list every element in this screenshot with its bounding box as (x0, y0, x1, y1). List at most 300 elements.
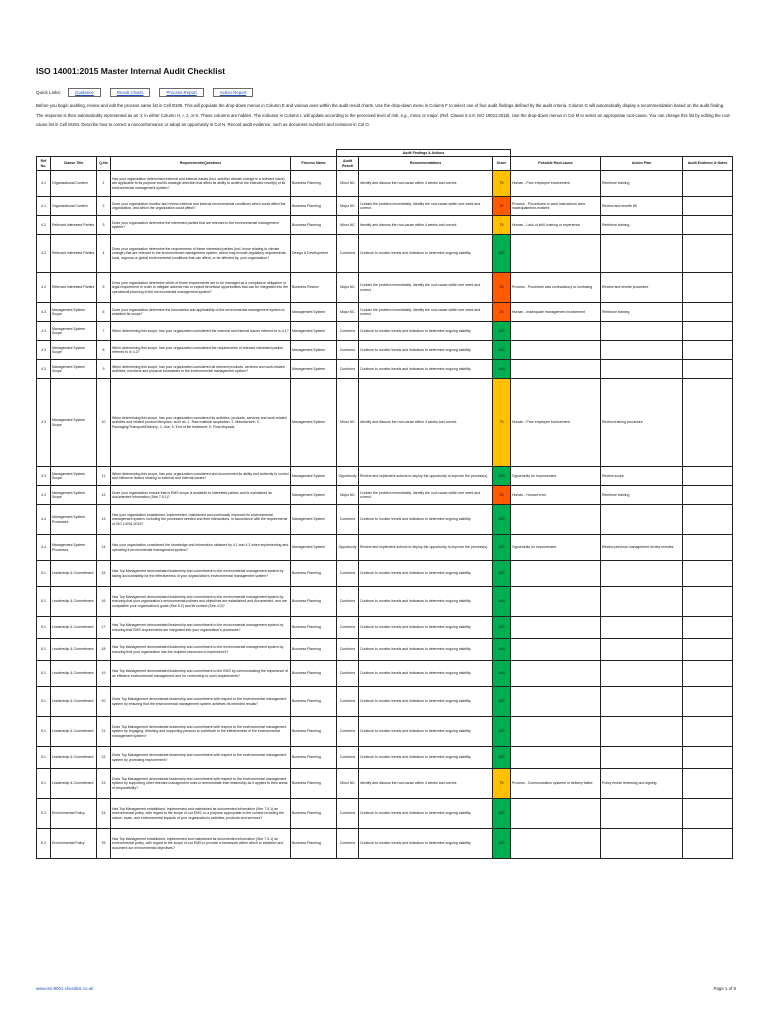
score-indicator: 100 (493, 467, 511, 486)
recommendation-cell: Continue to monitor trends and indicators to determine ongoing stability. (359, 717, 493, 747)
ref-no-cell: 5.2 (37, 799, 51, 829)
requirement-question-cell: Has your organization considered the knowledge and information obtained by 4.1 and 4.2 when implementing and operating it environmental management system? (111, 535, 291, 561)
requirement-question-cell: Has Top Management established, implemented and maintained as documented information (See 7.5.1) an environmental policy, with regard to the scope of our EMS, to a purpose appropriate to the context including the nature, scale, and environmental impacts of your organization's activities, products and services? (111, 799, 291, 829)
evidence-notes-cell[interactable] (683, 561, 733, 587)
requirement-question-cell: Has Top Management demonstrated leadership and commitment to the environmental management system by taking accountability for the effectiveness of your organization's environmental management system? (111, 561, 291, 587)
question-number-cell: 5 (97, 273, 111, 303)
root-cause-dropdown[interactable] (511, 617, 601, 639)
score-indicator: 100 (493, 561, 511, 587)
table-row (37, 486, 733, 505)
table-row (37, 617, 733, 639)
table-row (37, 717, 733, 747)
clause-title-cell: Relevant Interested Parties (51, 235, 97, 273)
score-indicator: 100 (493, 322, 511, 341)
table-row (37, 303, 733, 322)
action-plan-cell[interactable]: Review previous management review minutes (601, 535, 683, 561)
header-clause-title: Clause Title (51, 157, 97, 171)
score-indicator: 100 (493, 747, 511, 769)
table-row (37, 467, 733, 486)
root-cause-dropdown[interactable] (511, 661, 601, 687)
clause-title-cell: Management System Processes (51, 505, 97, 535)
root-cause-dropdown[interactable]: Process - Procedures or work instructions were inadequate/non-existent (511, 197, 601, 216)
question-number-cell: 8 (97, 341, 111, 360)
clause-title-cell: Relevant Interested Parties (51, 216, 97, 235)
ref-no-cell: 4.3 (37, 303, 51, 322)
table-row (37, 235, 733, 273)
action-plan-cell[interactable] (601, 322, 683, 341)
process-name-dropdown[interactable]: Management System (291, 535, 337, 561)
root-cause-dropdown[interactable] (511, 799, 601, 829)
question-number-cell: 10 (97, 379, 111, 467)
root-cause-dropdown[interactable]: Human - Poor employee involvement (511, 171, 601, 197)
root-cause-dropdown[interactable] (511, 587, 601, 617)
clause-title-cell: Management System Scope (51, 467, 97, 486)
audit-result-dropdown[interactable]: Conforms (337, 661, 359, 687)
audit-result-dropdown[interactable]: Conforms (337, 505, 359, 535)
question-number-cell: 9 (97, 360, 111, 379)
clause-title-cell: Organizational Context (51, 197, 97, 216)
ref-no-cell: 5.1 (37, 587, 51, 617)
recommendation-cell: Continue to monitor trends and indicators to determine ongoing stability. (359, 747, 493, 769)
process-name-dropdown[interactable]: Management System (291, 486, 337, 505)
process-name-dropdown[interactable]: Business Planning (291, 687, 337, 717)
evidence-notes-cell[interactable] (683, 687, 733, 717)
question-number-cell: 1 (97, 171, 111, 197)
ref-no-cell: 5.1 (37, 687, 51, 717)
score-indicator: 100 (493, 535, 511, 561)
requirement-question-cell: Does Top Management demonstrate leadership and commitment with respect to the environmental management system by supporting other relevant management roles to demonstrate their leadership as it applies to their areas of responsibility? (111, 769, 291, 799)
ref-no-cell: 4.4 (37, 505, 51, 535)
process-name-dropdown[interactable]: Business Planning (291, 197, 337, 216)
header-score: Score (493, 157, 511, 171)
requirement-question-cell: Has Top Management demonstrated leadership and commitment to the EMS by communicating the importance of an effective environmental management and for conforming to such requirements? (111, 661, 291, 687)
root-cause-dropdown[interactable] (511, 639, 601, 661)
ref-no-cell: 5.1 (37, 717, 51, 747)
recommendation-cell: Contain the problem immediately. Identify the root-cause within one week and correct. (359, 486, 493, 505)
evidence-notes-cell[interactable] (683, 587, 733, 617)
quick-links-label: Quick Links: (36, 90, 62, 95)
evidence-notes-cell[interactable] (683, 235, 733, 273)
question-number-cell: 23 (97, 769, 111, 799)
audit-result-dropdown[interactable]: Conforms (337, 799, 359, 829)
clause-title-cell: Leadership & Commitment (51, 769, 97, 799)
audit-result-dropdown[interactable]: Minor NC (337, 171, 359, 197)
process-name-dropdown[interactable]: Business Planning (291, 799, 337, 829)
process-name-dropdown[interactable]: Business Planning (291, 216, 337, 235)
action-plan-cell[interactable] (601, 747, 683, 769)
clause-title-cell: Relevant Interested Parties (51, 273, 97, 303)
score-indicator: 100 (493, 505, 511, 535)
clause-title-cell: Leadership & Commitment (51, 717, 97, 747)
evidence-notes-cell[interactable] (683, 799, 733, 829)
requirement-question-cell: Has Top Management demonstrated leadership and commitment to the environmental management system by ensuring that your organization's environmental policies and objectives are established and documented, and are compatible your organization's goals (See 6.2) and its context (See 4.0)? (111, 587, 291, 617)
table-row (37, 829, 733, 859)
score-indicator: 100 (493, 799, 511, 829)
audit-result-dropdown[interactable]: Major NC (337, 273, 359, 303)
requirement-question-cell: When determining this scope, has your organization considered and documented its ability and authority to control and influence factors relating to external and internal issues? (111, 467, 291, 486)
requirement-question-cell: Does your organization determine the interested parties that are relevant to the environmental management system? (111, 216, 291, 235)
action-plan-cell[interactable]: Review scope (601, 467, 683, 486)
table-row (37, 216, 733, 235)
audit-findings-group-header: Audit Findings & Actions (337, 150, 511, 157)
audit-result-dropdown[interactable]: Conforms (337, 322, 359, 341)
ref-no-cell: 4.3 (37, 360, 51, 379)
process-name-dropdown[interactable]: Business Planning (291, 171, 337, 197)
clause-title-cell: Leadership & Commitment (51, 661, 97, 687)
process-name-dropdown[interactable]: Business Planning (291, 587, 337, 617)
score-indicator: 75 (493, 216, 511, 235)
evidence-notes-cell[interactable] (683, 303, 733, 322)
action-plan-cell[interactable]: Reinforce training (601, 171, 683, 197)
score-indicator: 100 (493, 617, 511, 639)
header-recommendations: Recommendations (359, 157, 493, 171)
clause-title-cell: Management System Scope (51, 379, 97, 467)
score-indicator: 100 (493, 639, 511, 661)
audit-result-dropdown[interactable]: Conforms (337, 561, 359, 587)
requirement-question-cell: Does your organization ensure that is EMS scope is available to interested parties and is maintained as documented information (See 7.5.1)? (111, 486, 291, 505)
evidence-notes-cell[interactable] (683, 216, 733, 235)
score-indicator: 25 (493, 486, 511, 505)
audit-result-dropdown[interactable]: Conforms (337, 829, 359, 859)
ref-no-cell: 4.2 (37, 235, 51, 273)
table-row (37, 769, 733, 799)
root-cause-dropdown[interactable]: Human - Lack of skill, training or experience (511, 216, 601, 235)
header-process-name: Process Name (291, 157, 337, 171)
process-name-dropdown[interactable]: Business Planning (291, 769, 337, 799)
question-number-cell: 13 (97, 505, 111, 535)
requirement-question-cell: Does your organization monitor and review external and internal environmental conditions which could affect the organization, and which the organization could affect? (111, 197, 291, 216)
score-indicator: 100 (493, 661, 511, 687)
root-cause-dropdown[interactable]: Human - Human error (511, 486, 601, 505)
action-plan-cell[interactable] (601, 587, 683, 617)
score-indicator: 100 (493, 687, 511, 717)
recommendation-cell: Continue to monitor trends and indicators to determine ongoing stability. (359, 829, 493, 859)
evidence-notes-cell[interactable] (683, 467, 733, 486)
root-cause-dropdown[interactable]: Human - Inadequate management involvement (511, 303, 601, 322)
ref-no-cell: 5.1 (37, 661, 51, 687)
action-report-link-button[interactable]: Action Report (213, 88, 254, 97)
clause-title-cell: Management System Scope (51, 486, 97, 505)
header-ref-no: Ref No. (37, 157, 51, 171)
recommendation-cell: Continue to monitor trends and indicators to determine ongoing stability. (359, 341, 493, 360)
evidence-notes-cell[interactable] (683, 171, 733, 197)
process-name-dropdown[interactable]: Management System (291, 341, 337, 360)
process-name-dropdown[interactable]: Business Planning (291, 561, 337, 587)
requirement-question-cell: Does Top Management demonstrate leadership and commitment with respect to the environmental management system by promoting improvement? (111, 747, 291, 769)
evidence-notes-cell[interactable] (683, 273, 733, 303)
root-cause-dropdown[interactable] (511, 235, 601, 273)
requirement-question-cell: Does your organization determine the boundaries and applicability of the environmental management system to establish its scope? (111, 303, 291, 322)
action-plan-cell[interactable]: Review and rewrite WI (601, 197, 683, 216)
process-name-dropdown[interactable]: Business Planning (291, 617, 337, 639)
table-row (37, 379, 733, 467)
evidence-notes-cell[interactable] (683, 717, 733, 747)
table-row (37, 747, 733, 769)
ref-no-cell: 4.3 (37, 341, 51, 360)
page-title: ISO 14001:2015 Master Internal Audit Checklist (36, 66, 226, 76)
ref-no-cell: 4.3 (37, 486, 51, 505)
process-name-dropdown[interactable]: Business Review (291, 273, 337, 303)
recommendation-cell: Contain the problem immediately. Identify the root-cause within one week and correct. (359, 303, 493, 322)
table-row (37, 197, 733, 216)
audit-result-dropdown[interactable]: Conforms (337, 639, 359, 661)
process-report-link-button[interactable]: Process Report (159, 88, 203, 97)
requirement-question-cell: When determining this scope, has your organization considered the external and internal issues referred to in 4.1? (111, 322, 291, 341)
table-row (37, 360, 733, 379)
process-name-dropdown[interactable]: Business Planning (291, 717, 337, 747)
evidence-notes-cell[interactable] (683, 379, 733, 467)
root-cause-dropdown[interactable] (511, 505, 601, 535)
process-name-dropdown[interactable]: Business Planning (291, 639, 337, 661)
question-number-cell: 11 (97, 467, 111, 486)
audit-result-dropdown[interactable]: Minor NC (337, 379, 359, 467)
table-row (37, 661, 733, 687)
root-cause-dropdown[interactable] (511, 687, 601, 717)
process-name-dropdown[interactable]: Design & Development (291, 235, 337, 273)
clause-title-cell: Management System Scope (51, 303, 97, 322)
recommendation-cell: Contain the problem immediately. Identify the root-cause within one week and correct. (359, 197, 493, 216)
action-plan-cell[interactable]: Review and rewrite procedure (601, 273, 683, 303)
question-number-cell: 2 (97, 197, 111, 216)
question-number-cell: 12 (97, 486, 111, 505)
evidence-notes-cell[interactable] (683, 639, 733, 661)
action-plan-cell[interactable] (601, 661, 683, 687)
score-indicator: 75 (493, 379, 511, 467)
question-number-cell: 4 (97, 235, 111, 273)
audit-result-dropdown[interactable]: Conforms (337, 687, 359, 717)
ref-no-cell: 4.1 (37, 197, 51, 216)
process-name-dropdown[interactable]: Business Planning (291, 747, 337, 769)
footer-website-link[interactable]: www.iso-9001-checklist.co.uk (36, 986, 94, 991)
table-row (37, 505, 733, 535)
audit-result-dropdown[interactable]: Minor NC (337, 769, 359, 799)
action-plan-cell[interactable] (601, 799, 683, 829)
clause-title-cell: Leadership & Commitment (51, 639, 97, 661)
action-plan-cell[interactable] (601, 639, 683, 661)
action-plan-cell[interactable]: Policy needs reviewing and signing. (601, 769, 683, 799)
evidence-notes-cell[interactable] (683, 829, 733, 859)
quick-links (36, 88, 262, 97)
action-plan-cell[interactable]: Reinforce training (601, 303, 683, 322)
table-row (37, 561, 733, 587)
clause-title-cell: Leadership & Commitment (51, 687, 97, 717)
question-number-cell: 15 (97, 561, 111, 587)
audit-result-dropdown[interactable]: Conforms (337, 617, 359, 639)
action-plan-cell[interactable] (601, 561, 683, 587)
audit-result-dropdown[interactable]: Conforms (337, 360, 359, 379)
process-name-dropdown[interactable]: Management System (291, 360, 337, 379)
score-indicator: 100 (493, 235, 511, 273)
audit-result-dropdown[interactable]: Opportunity (337, 535, 359, 561)
action-plan-cell[interactable]: Reinforce training (601, 486, 683, 505)
recommendation-cell: Continue to monitor trends and indicators to determine ongoing stability. (359, 505, 493, 535)
clause-title-cell: Leadership & Commitment (51, 561, 97, 587)
recommendation-cell: Identify and discuss the root-cause within 4 weeks and correct. (359, 379, 493, 467)
recommendation-cell: Continue to monitor trends and indicators to determine ongoing stability. (359, 587, 493, 617)
footer-page-number: Page 1 of 8 (713, 986, 736, 991)
ref-no-cell: 5.2 (37, 829, 51, 859)
ref-no-cell: 5.1 (37, 617, 51, 639)
root-cause-dropdown[interactable] (511, 360, 601, 379)
clause-title-cell: Leadership & Commitment (51, 587, 97, 617)
recommendation-cell: Review and implement actions to deploy the opportunity to improve the process(s). (359, 535, 493, 561)
action-plan-cell[interactable] (601, 505, 683, 535)
root-cause-dropdown[interactable] (511, 322, 601, 341)
action-plan-cell[interactable] (601, 687, 683, 717)
recommendation-cell: Continue to monitor trends and indicators to determine ongoing stability. (359, 360, 493, 379)
recommendation-cell: Review and implement actions to deploy the opportunity to improve the process(s). (359, 467, 493, 486)
recommendation-cell: Identify and discuss the root-cause within 4 weeks and correct. (359, 769, 493, 799)
requirement-question-cell: Has Top Management demonstrated leadership and commitment to the environmental management system by ensuring that EMS requirements are integrated into your organization's processes? (111, 617, 291, 639)
table-row (37, 341, 733, 360)
ref-no-cell: 4.3 (37, 322, 51, 341)
clause-title-cell: Management System Scope (51, 360, 97, 379)
question-number-cell: 7 (97, 322, 111, 341)
question-number-cell: 14 (97, 535, 111, 561)
evidence-notes-cell[interactable] (683, 322, 733, 341)
root-cause-dropdown[interactable]: Process - Communication systems or delivery failed. (511, 769, 601, 799)
requirement-question-cell: Does Top Management demonstrate leadership and commitment with respect to the environmental management system by engaging, directing and supporting persons to contribute to the effectiveness of the environmental management system? (111, 717, 291, 747)
root-cause-dropdown[interactable]: Human - Poor employee involvement (511, 379, 601, 467)
action-plan-cell[interactable] (601, 829, 683, 859)
requirement-question-cell: Does your organization determine the requirements of these interested parties (incl. those relating to climate change) that are relevant to the environmental management system, which may include regulatory requirements, local, regional or global environmental conditions that can affect, or be affected by, your organization? (111, 235, 291, 273)
root-cause-dropdown[interactable] (511, 747, 601, 769)
guidance-link-button[interactable]: Guidance (68, 88, 101, 97)
table-row (37, 322, 733, 341)
root-cause-dropdown[interactable] (511, 717, 601, 747)
ref-no-cell: 4.1 (37, 171, 51, 197)
question-number-cell: 22 (97, 747, 111, 769)
ref-no-cell: 4.2 (37, 216, 51, 235)
question-number-cell: 6 (97, 303, 111, 322)
header-root-cause: Possible Root-cause (511, 157, 601, 171)
action-plan-cell[interactable] (601, 235, 683, 273)
action-plan-cell[interactable] (601, 717, 683, 747)
question-number-cell: 19 (97, 661, 111, 687)
action-plan-cell[interactable] (601, 617, 683, 639)
requirement-question-cell: Has Top Management demonstrated leadership and commitment to the environmental management system by ensuring that your organization has the required resources to implement it? (111, 639, 291, 661)
ref-no-cell: 5.1 (37, 639, 51, 661)
recommendation-cell: Continue to monitor trends and indicators to determine ongoing stability. (359, 617, 493, 639)
audit-rows (37, 171, 733, 859)
question-number-cell: 18 (97, 639, 111, 661)
action-plan-cell[interactable]: Review training procedure (601, 379, 683, 467)
audit-result-dropdown[interactable]: Major NC (337, 197, 359, 216)
question-number-cell: 16 (97, 587, 111, 617)
clause-title-cell: Leadership & Commitment (51, 617, 97, 639)
audit-result-dropdown[interactable]: Major NC (337, 303, 359, 322)
clause-title-cell: Environmental Policy (51, 799, 97, 829)
intro-instructions: Before you begin auditing, review and edit the process name list in Cell B195. This will populate the drop-down menus in Column E and various axes within the audit result charts. Use the drop-down menu in Column F to select one of four audit findings defined by the audit criteria. Column G will automatically display a recommendation based on the audit finding. The response is then automatically represented as an 'x' in either Column H, I, J, or K. These columns are hidden. The indicator in Column L will update according to the perceived level of risk, e.g., minor or major. (Ref. Clause 6.4.8, ISO 19011:2018). Use the drop-down menus in Col M to select an appropriate root-cause. You can change this list by editing the root-cause list in Cell M194. Describe how to correct a nonconformance or adopt an opportunity in Col N. Record audit evidence, such as document numbers and revisions in Col O. (36, 103, 731, 128)
clause-title-cell: Organizational Context (51, 171, 97, 197)
score-indicator: 75 (493, 769, 511, 799)
evidence-notes-cell[interactable] (683, 535, 733, 561)
process-name-dropdown[interactable]: Management System (291, 322, 337, 341)
process-name-dropdown[interactable]: Business Planning (291, 829, 337, 859)
evidence-notes-cell[interactable] (683, 341, 733, 360)
requirement-question-cell: Does your organization determine which of those requirements are to be managed as a compliance obligation or legal requirement in order to mitigate adverse risk or exploit beneficial opportunities that can be integrated into the operational planning of the environmental management system? (111, 273, 291, 303)
root-cause-dropdown[interactable]: Opportunity for improvement (511, 535, 601, 561)
root-cause-dropdown[interactable]: Opportunity for improvement (511, 467, 601, 486)
process-name-dropdown[interactable]: Management System (291, 379, 337, 467)
evidence-notes-cell[interactable] (683, 360, 733, 379)
requirement-question-cell: When determining this scope, has your organization considered its activities, products, services and work-related activities and related product lifecycles, such as: 1. Raw material acquisition; 2. Manufacture; 3. Packaging/Transport/Delivery; 4. Use; 5. End of life treatment; 6. Final disposal. (111, 379, 291, 467)
root-cause-dropdown[interactable] (511, 341, 601, 360)
result-charts-link-button[interactable]: Result Charts (110, 88, 151, 97)
table-row (37, 273, 733, 303)
evidence-notes-cell[interactable] (683, 617, 733, 639)
table-row (37, 799, 733, 829)
action-plan-cell[interactable] (601, 341, 683, 360)
audit-result-dropdown[interactable]: Conforms (337, 587, 359, 617)
action-plan-cell[interactable]: Reinforce training (601, 216, 683, 235)
root-cause-dropdown[interactable] (511, 561, 601, 587)
audit-result-dropdown[interactable]: Opportunity (337, 467, 359, 486)
process-name-dropdown[interactable]: Management System (291, 467, 337, 486)
evidence-notes-cell[interactable] (683, 769, 733, 799)
audit-result-dropdown[interactable]: Conforms (337, 717, 359, 747)
clause-title-cell: Management System Processes (51, 535, 97, 561)
table-row (37, 171, 733, 197)
process-name-dropdown[interactable]: Business Planning (291, 661, 337, 687)
header-audit-result: Audit Result (337, 157, 359, 171)
recommendation-cell: Continue to monitor trends and indicators to determine ongoing stability. (359, 561, 493, 587)
audit-result-dropdown[interactable]: Conforms (337, 747, 359, 769)
root-cause-dropdown[interactable] (511, 829, 601, 859)
score-indicator: 25 (493, 303, 511, 322)
ref-no-cell: 4.2 (37, 273, 51, 303)
recommendation-cell: Identify and discuss the root-cause within 4 weeks and correct. (359, 171, 493, 197)
evidence-notes-cell[interactable] (683, 661, 733, 687)
question-number-cell: 20 (97, 687, 111, 717)
header-evidence-notes: Audit Evidence & Notes (683, 157, 733, 171)
audit-result-dropdown[interactable]: Minor NC (337, 216, 359, 235)
evidence-notes-cell[interactable] (683, 747, 733, 769)
root-cause-dropdown[interactable]: Process - Procedure was contradictory or confusing (511, 273, 601, 303)
table-row (37, 587, 733, 617)
ref-no-cell: 4.3 (37, 379, 51, 467)
header-requirements: Requirements/Questions (111, 157, 291, 171)
table-row (37, 687, 733, 717)
requirement-question-cell: Has your organization determined external and internal issues (incl. whether climate change is a relevant issue) are applicable to its purpose and its strategic direction that affect its ability to achieve the intended result(s) of its environmental management system? (111, 171, 291, 197)
ref-no-cell: 5.1 (37, 561, 51, 587)
evidence-notes-cell[interactable] (683, 486, 733, 505)
clause-title-cell: Management System Scope (51, 322, 97, 341)
recommendation-cell: Identify and discuss the root-cause within 4 weeks and correct. (359, 216, 493, 235)
clause-title-cell: Leadership & Commitment (51, 747, 97, 769)
process-name-dropdown[interactable]: Management System (291, 303, 337, 322)
action-plan-cell[interactable] (601, 360, 683, 379)
audit-result-dropdown[interactable]: Conforms (337, 235, 359, 273)
table-row (37, 639, 733, 661)
score-indicator: 100 (493, 360, 511, 379)
recommendation-cell: Continue to monitor trends and indicators to determine ongoing stability. (359, 322, 493, 341)
audit-result-dropdown[interactable]: Major NC (337, 486, 359, 505)
recommendation-cell: Continue to monitor trends and indicators to determine ongoing stability. (359, 661, 493, 687)
ref-no-cell: 4.4 (37, 535, 51, 561)
recommendation-cell: Continue to monitor trends and indicators to determine ongoing stability. (359, 235, 493, 273)
evidence-notes-cell[interactable] (683, 197, 733, 216)
requirement-question-cell: When determining this scope, has your organization considered the requirements of relevant interested parties referred to in 4.2? (111, 341, 291, 360)
audit-result-dropdown[interactable]: Conforms (337, 341, 359, 360)
recommendation-cell: Continue to monitor trends and indicators to determine ongoing stability. (359, 687, 493, 717)
question-number-cell: 24 (97, 799, 111, 829)
question-number-cell: 17 (97, 617, 111, 639)
evidence-notes-cell[interactable] (683, 505, 733, 535)
score-indicator: 25 (493, 197, 511, 216)
header-action-plan: Action Plan (601, 157, 683, 171)
process-name-dropdown[interactable]: Management System (291, 505, 337, 535)
